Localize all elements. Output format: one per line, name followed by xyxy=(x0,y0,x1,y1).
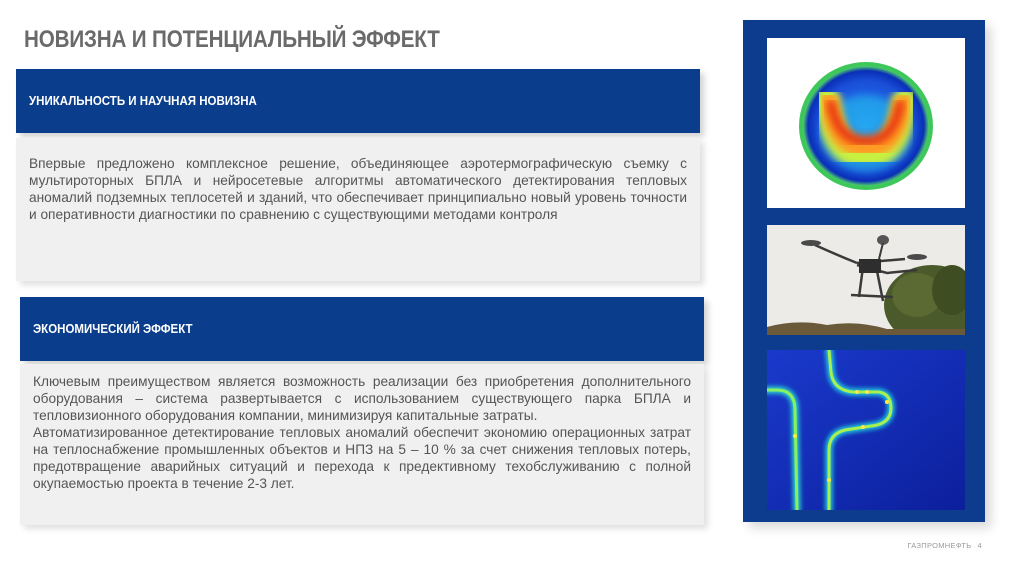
uniqueness-section-body xyxy=(16,138,700,281)
uniqueness-section-heading: УНИКАЛЬНОСТЬ И НАУЧНАЯ НОВИЗНА xyxy=(29,94,257,108)
footer xyxy=(907,541,982,550)
economic-section-header xyxy=(20,297,704,361)
thermal-pipeline-image xyxy=(767,350,965,510)
thermal-heatmap-image xyxy=(767,38,965,208)
uniqueness-paragraph: Впервые предложено комплексное решение, объединяющее аэротермографическую съемку с мультироторных БПЛА и нейросетевые алгоритмы автоматического детектирования тепловых аномалий подземных теплосетей и зданий, что обеспечивает принципиально новый уровень точности и оперативности диагностики по сравнению с существующими методами контроля xyxy=(29,156,687,222)
footer-company: ГАЗПРОМНЕФТЬ xyxy=(907,541,972,550)
image-panel xyxy=(743,20,985,522)
economic-section-heading: ЭКОНОМИЧЕСКИЙ ЭФФЕКТ xyxy=(33,322,193,336)
page-title: НОВИЗНА И ПОТЕНЦИАЛЬНЫЙ ЭФФЕКТ xyxy=(24,26,440,53)
economic-section-body xyxy=(20,364,704,525)
page-number: 4 xyxy=(977,541,982,550)
uniqueness-section-header xyxy=(16,69,700,133)
economic-paragraph-1: Ключевым преимуществом является возможность реализации без приобретения дополнительного оборудования – система развертывается с использованием существующего парка БПЛА и тепловизионного оборудования компании, минимизируя капитальные затраты. xyxy=(33,374,691,423)
drone-photo-image xyxy=(767,225,965,335)
economic-paragraph-2: Автоматизированное детектирование тепловых аномалий обеспечит экономию операционных затрат на теплоснабжение промышленных объектов и НПЗ на 5 – 10 % за счет снижения тепловых потерь, предотвращение аварийных ситуаций и перехода к предективному техобслуживанию с полной окупаемостью проекта в течение 2-3 лет. xyxy=(33,425,691,491)
